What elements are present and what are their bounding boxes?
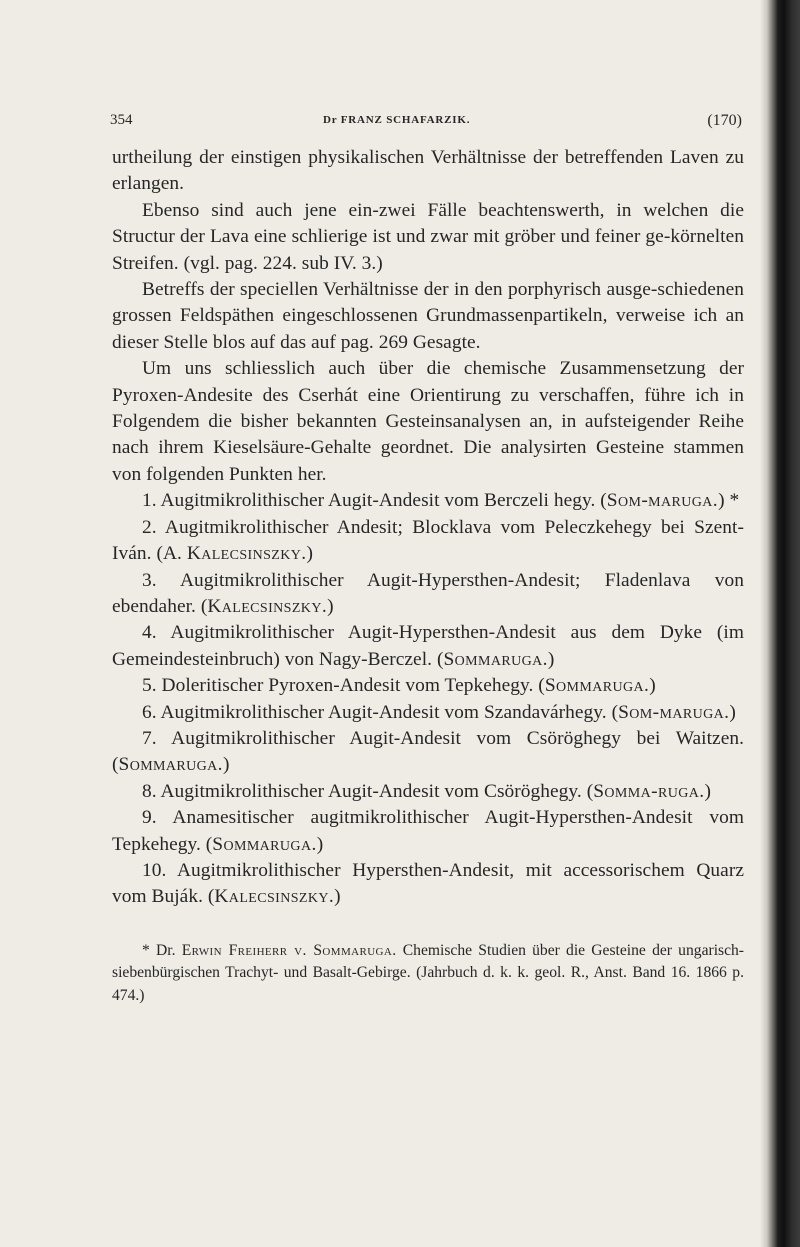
paragraph-4: Um uns schliesslich auch über die chemische Zusammensetzung der Pyroxen-Andesite des Cserhát eine Orientirung zu verschaffen, führe ich in Folgendem die bisher bekannten Gesteinsanalysen an, in aufsteigender Reihe nach ihrem Kieselsäure-Gehalte geordnet. Die analysirten Gesteine stammen von folgenden Punkten her. [112, 358, 744, 485]
body-text [112, 145, 744, 911]
section-number: (170) [707, 112, 742, 129]
item-author: Somma-ruga. [593, 780, 705, 802]
item-close: ) [547, 648, 555, 670]
list-item [112, 515, 744, 568]
item-text: 2. Augitmikrolithischer Andesit; Blocklava vom Peleczkehegy bei Szent-Iván. (A. [112, 516, 744, 565]
paragraph-3: Betreffs der speciellen Verhältnisse der in den porphyrisch ausge-schiedenen grossen Feldspäthen eingeschlossenen Grundmassenpartikeln, verweise ich an dieser Stelle blos auf das auf pag. 269 Gesagte. [112, 279, 744, 353]
item-text: 8. Augitmikrolithischer Augit-Andesit vom Csöröghegy. ( [142, 780, 594, 802]
page-number: 354 [110, 112, 133, 128]
paragraph-2: Ebenso sind auch jene ein-zwei Fälle beachtenswerth, in welchen die Structur der Lava eine schlierige ist und zwar mit gröber und feiner ge-körnelten Streifen. (vgl. pag. 224. sub IV. 3.) [112, 199, 744, 274]
item-text: 4. Augitmikrolithischer Augit-Hypersthen-Andesit aus dem Dyke (im Gemeindesteinbruch) von Nagy-Berczel. ( [112, 622, 744, 670]
running-title: Dr FRANZ SCHAFARZIK. [323, 114, 471, 126]
list-item [112, 805, 744, 858]
item-close: ) * [718, 490, 740, 512]
list-item [112, 488, 744, 514]
footnote-body: Chemische Studien über die Gesteine der ungarisch-siebenbürgischen Trachyt- und Basalt-Gebirge. (Jahrbuch d. k. k. geol. R., Anst. Band 16. 1866 p. 474.) [112, 942, 744, 1004]
list-item [112, 568, 744, 621]
item-author: Kalecsinszky. [214, 886, 335, 908]
item-text: 10. Augitmikrolithischer Hypersthen-Andesit, mit accessorischem Quarz vom Buják. ( [112, 859, 744, 908]
item-author: Kalecsinszky. [186, 543, 307, 565]
item-text: 3. Augitmikrolithischer Augit-Hypersthen-Andesit; Fladenlava von ebendaher. ( [112, 569, 744, 617]
item-author: Kalecsinszky. [207, 595, 328, 617]
footnote [112, 940, 744, 1007]
footnote-marker: * Dr. [142, 942, 182, 959]
item-text: 1. Augitmikrolithischer Augit-Andesit vom Berczeli hegy. ( [142, 490, 607, 512]
item-close: ) [316, 833, 324, 855]
item-author: Som-maruga. [606, 490, 719, 512]
list-item [112, 700, 744, 726]
item-close: ) [334, 886, 341, 908]
item-author: Sommaruga. [544, 675, 650, 697]
footnote-author: Erwin Freiherr v. Sommaruga. [181, 942, 397, 959]
list-item [112, 673, 744, 699]
list-item [112, 779, 744, 805]
item-close: ) [327, 595, 334, 617]
item-text: 9. Anamesitischer augitmikrolithischer Augit-Hypersthen-Andesit vom Tepkehegy. ( [112, 807, 744, 855]
item-close: ) [306, 543, 314, 565]
item-author: Sommaruga. [443, 648, 548, 670]
item-close: ) [222, 754, 230, 776]
page-edge-shadow [760, 0, 800, 1247]
item-author: Sommaruga. [118, 754, 223, 776]
list-item [112, 858, 744, 911]
footnote-text [112, 940, 744, 1007]
paragraph-1: urtheilung der einstigen physikalischen Verhältnisse der betreffenden Laven zu erlangen. [112, 147, 744, 195]
item-text: 5. Doleritischer Pyroxen-Andesit vom Tepkehegy. ( [142, 675, 545, 697]
item-text: 6. Augitmikrolithischer Augit-Andesit vom Szandavárhegy. ( [142, 701, 619, 723]
running-head [110, 112, 742, 134]
item-text: 7. Augitmikrolithischer Augit-Andesit vom Csöröghegy bei Waitzen. ( [112, 727, 744, 776]
list-item [112, 726, 744, 779]
item-author: Som-maruga. [618, 701, 730, 723]
item-close: ) [704, 780, 712, 802]
item-close: ) [729, 701, 736, 723]
item-author: Sommaruga. [212, 833, 317, 855]
item-close: ) [649, 675, 656, 697]
list-item [112, 620, 744, 673]
